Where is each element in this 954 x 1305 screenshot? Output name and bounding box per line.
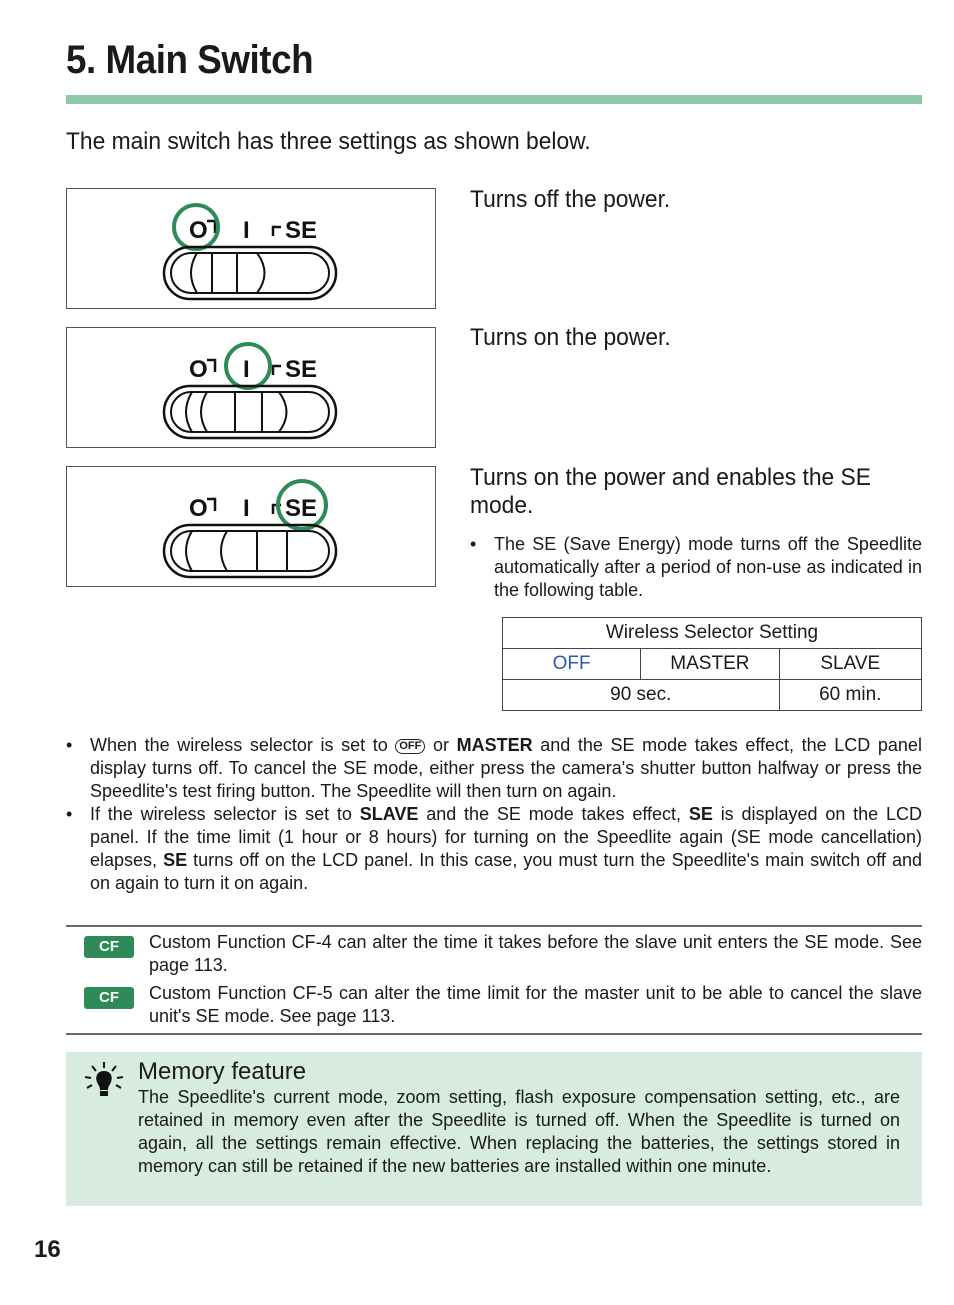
- se-timeout-table: [502, 617, 922, 711]
- table-header: Wireless Selector Setting: [503, 618, 922, 649]
- cf-badge-icon: CF: [84, 987, 134, 1009]
- intro-text: The main switch has three settings as shown below.: [66, 128, 591, 155]
- switch-panel-off: [66, 188, 436, 309]
- cf-note-2: [84, 982, 922, 1028]
- table-col-master: MASTER: [641, 649, 779, 680]
- memory-feature-title: Memory feature: [138, 1058, 307, 1085]
- se-mode-note-text: The SE (Save Energy) mode turns off the Speedlite automatically after a period of non-use as indicated in the following table.: [494, 534, 922, 600]
- cf-note-text: Custom Function CF-4 can alter the time it takes before the slave unit enters the SE mode. See page 113.: [149, 932, 922, 975]
- bullet-glyph: •: [66, 804, 73, 824]
- table-value-slave: 60 min.: [779, 680, 921, 711]
- lightbulb-tip-icon: [82, 1060, 126, 1100]
- cf-note-text: Custom Function CF-5 can alter the time limit for the master unit to be able to cancel the slave unit's SE mode. See page 113.: [149, 983, 922, 1026]
- se-mode-note: [470, 533, 922, 602]
- switch-label-se: SE: [285, 495, 318, 522]
- switch-label-off: O: [189, 356, 208, 383]
- cf-badge-icon: CF: [84, 936, 134, 958]
- page-number: 16: [34, 1236, 61, 1263]
- table-value-off-master: 90 sec.: [503, 680, 780, 711]
- switch-label-on: I: [243, 217, 250, 244]
- bullet-glyph: •: [470, 534, 477, 554]
- table-col-off: OFF: [503, 649, 641, 680]
- setting-description-off: Turns off the power.: [470, 186, 671, 213]
- cf-divider-top: [66, 925, 922, 927]
- setting-description-se: Turns on the power and enables the SE mode.: [470, 464, 871, 519]
- switch-label-off: O: [189, 495, 208, 522]
- notes-list: [66, 734, 922, 895]
- cf-divider-bottom: [66, 1033, 922, 1035]
- note-master: • When the wireless selector is set to OFF or MASTER and the SE mode takes effect, the LCD panel display turns off. To cancel the SE mode, either press the camera's shutter button halfway or press the Speedlite's test firing button. The Speedlite will then turn on again.: [66, 735, 922, 801]
- title-rule: [66, 95, 922, 104]
- setting-description-on: Turns on the power.: [470, 324, 671, 351]
- table-col-slave: SLAVE: [779, 649, 921, 680]
- off-badge-icon: OFF: [395, 739, 425, 754]
- main-switch-se-illustration: [67, 467, 437, 588]
- note-slave: • If the wireless selector is set to SLAVE and the SE mode takes effect, SE is displayed on the LCD panel. If the time limit (1 hour or 8 hours) for turning on the Speedlite again (SE mode cancellation) elapses, SE turns off on the LCD panel. In this case, you must turn the Speedlite's main switch off and on again to turn it on again.: [66, 804, 922, 893]
- switch-label-se: SE: [285, 356, 318, 383]
- memory-feature-text: The Speedlite's current mode, zoom setting, flash exposure compensation setting, etc., are retained in memory even after the Speedlite is turned off. When the Speedlite is turned on again, all the settings remain effective. When replacing the batteries, the settings stored in memory can still be retained if the new batteries are installed within one minute.: [138, 1087, 900, 1176]
- switch-label-on: I: [243, 495, 250, 522]
- bullet-glyph: •: [66, 735, 73, 755]
- switch-label-on: I: [243, 356, 250, 383]
- main-switch-off-illustration: [67, 189, 437, 310]
- switch-label-off: O: [189, 217, 208, 244]
- main-switch-on-illustration: [67, 328, 437, 449]
- page-title: 5. Main Switch: [66, 38, 314, 82]
- switch-label-se: SE: [285, 217, 318, 244]
- switch-panel-se: [66, 466, 436, 587]
- switch-panel-on: [66, 327, 436, 448]
- cf-note-1: [84, 931, 922, 977]
